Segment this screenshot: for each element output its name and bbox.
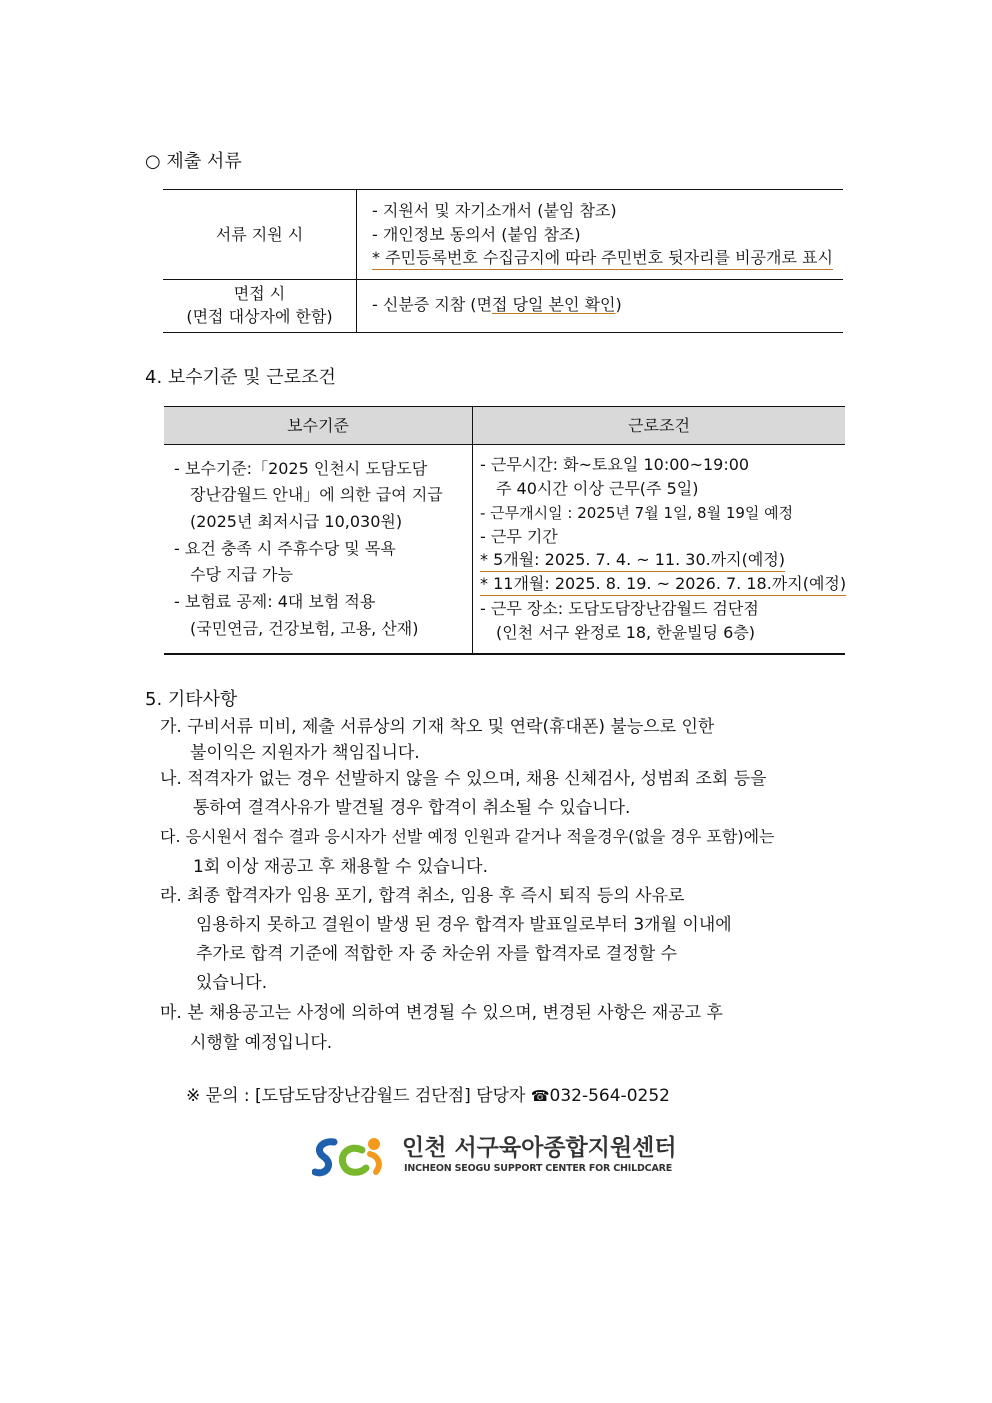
pay-line: 장난감월드 안내」에 의한 급여 지급 [190, 485, 443, 504]
column-header-pay: 보수기준 [287, 416, 349, 435]
note-item-cont: 통하여 결격사유가 발견될 경우 합격이 취소될 수 있습니다. [193, 798, 631, 818]
pay-conditions-table [164, 406, 845, 655]
work-period-5months: * 5개월: 2025. 7. 4. ~ 11. 30.까지(예정) [480, 549, 785, 572]
note-item-cont: 있습니다. [196, 973, 268, 993]
table-row [163, 280, 843, 332]
list-item [372, 293, 622, 317]
documents-table [163, 189, 843, 333]
note-item-cont: 임용하지 못하고 결원이 발생 된 경우 합격자 발표일로부터 3개월 이내에 [196, 915, 732, 935]
work-period-11months: * 11개월: 2025. 8. 19. ~ 2026. 7. 18.까지(예정) [480, 573, 846, 596]
item-prefix: - 신분증 지참 (면 [372, 295, 493, 314]
pay-line: 수당 지급 가능 [190, 565, 293, 584]
work-line: - 근무 장소: 도담도담장난감월드 검단점 [480, 599, 759, 618]
work-line: - 근무 기간 [480, 527, 558, 546]
logo-mark-icon [312, 1132, 388, 1182]
pay-line: (국민연금, 건강보험, 고용, 산재) [190, 619, 419, 638]
logo-name-ko: 인천 서구육아종합지원센터 [402, 1135, 677, 1161]
item-underlined: 접 당일 본인 확인 [492, 295, 616, 314]
note-item-cont: 불이익은 지원자가 책임집니다. [190, 743, 420, 763]
note-item: 마. 본 채용공고는 사정에 의하여 변경될 수 있으며, 변경된 사항은 재공고 후 [160, 1003, 723, 1023]
column-header-work: 근로조건 [628, 416, 690, 435]
note-item: 다. 응시원서 접수 결과 응시자가 선발 예정 인원과 같거나 적을경우(없을 경우 포함)에는 [160, 827, 775, 846]
row-label-line1: 면접 시 [233, 284, 286, 303]
row-label-line2: (면접 대상자에 한함) [186, 307, 333, 326]
contact-prefix: ※ 문의 : [도담도담장난감월드 검단점] 담당자 [186, 1086, 531, 1106]
note-item-cont: 추가로 합격 기준에 적합한 자 중 차순위 자를 합격자로 결정할 수 [196, 944, 678, 964]
section5-heading: 5. 기타사항 [145, 689, 238, 710]
item-suffix: ) [615, 295, 622, 314]
work-line: (인천 서구 완정로 18, 한윤빌딩 6층) [496, 623, 756, 642]
header-divider [164, 444, 845, 445]
note-item: 라. 최종 합격자가 임용 포기, 합격 취소, 임용 후 즉시 퇴직 등의 사유로 [160, 886, 685, 906]
contact-phone: 032-564-0252 [549, 1086, 670, 1106]
section4-heading: 4. 보수기준 및 근로조건 [145, 367, 336, 388]
note-item: 가. 구비서류 미비, 제출 서류상의 기재 착오 및 연락(휴대폰) 불능으로 인한 [160, 717, 715, 737]
center-logo [312, 1132, 692, 1182]
pay-line: - 요건 충족 시 주휴수당 및 목욕 [174, 539, 396, 558]
contact-line [186, 1084, 670, 1108]
pay-line: - 보수기준:「2025 인천시 도담도담 [174, 459, 428, 478]
pay-line: (2025년 최저시급 10,030원) [190, 512, 403, 531]
column-divider [472, 407, 473, 653]
list-item-note: * 주민등록번호 수집금지에 따라 주민번호 뒷자리를 비공개로 표시 [372, 247, 833, 270]
note-item: 나. 적격자가 없는 경우 선발하지 않을 수 있으며, 채용 신체검사, 성범죄 조회 등을 [160, 769, 767, 789]
work-line: - 근무개시일 : 2025년 7월 1일, 8월 19일 예정 [480, 504, 794, 522]
phone-icon: ☎ [530, 1087, 550, 1105]
list-item: - 지원서 및 자기소개서 (붙임 참조) [372, 201, 617, 220]
work-line: 주 40시간 이상 근무(주 5일) [496, 479, 699, 498]
note-item-cont: 1회 이상 재공고 후 채용할 수 있습니다. [193, 857, 488, 877]
table-row [163, 190, 843, 280]
note-item-cont: 시행할 예정입니다. [190, 1033, 333, 1053]
work-line: - 근무시간: 화~토요일 10:00~19:00 [480, 455, 750, 474]
row-label: 서류 지원 시 [215, 225, 304, 244]
documents-heading: ○ 제출 서류 [145, 151, 242, 172]
pay-line: - 보험료 공제: 4대 보험 적용 [174, 592, 376, 611]
logo-name-en: INCHEON SEOGU SUPPORT CENTER FOR CHILDCARE [404, 1163, 673, 1174]
list-item: - 개인정보 동의서 (붙임 참조) [372, 225, 581, 244]
